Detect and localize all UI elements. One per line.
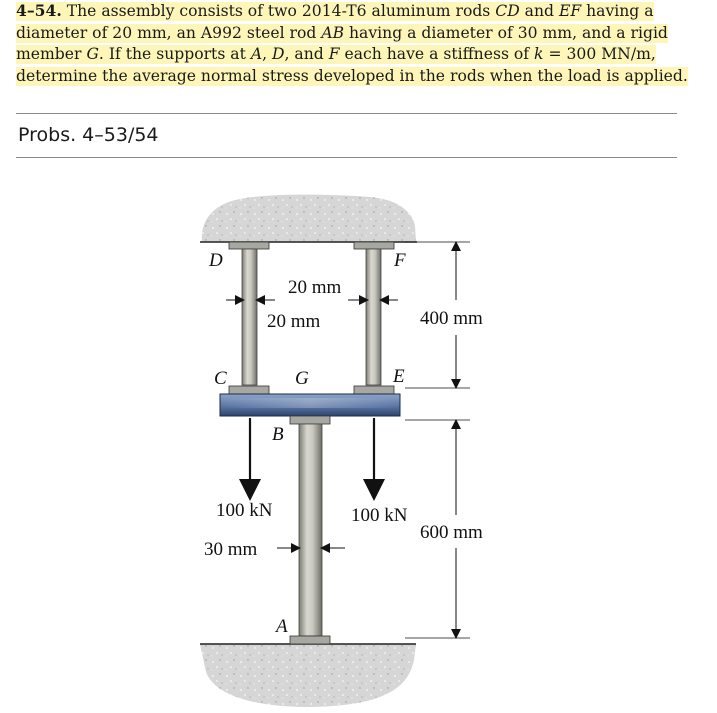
top-support (202, 195, 416, 242)
rod-cd-ref: CD (495, 2, 520, 20)
rod-ab (299, 424, 322, 636)
problem-text: , determine the average normal stress developed in the rods when the load is applied. (16, 45, 688, 85)
support-f-ref: F (328, 45, 340, 63)
label-f: F (394, 250, 406, 271)
problem-text: , and (284, 45, 329, 63)
label-g: G (295, 368, 309, 389)
bracket-f (354, 242, 394, 249)
bottom-support (200, 644, 416, 707)
problem-text: and (519, 2, 559, 20)
bracket-d (229, 242, 269, 249)
problem-text: . If the supports at (98, 45, 251, 63)
stiffness-var: k (534, 45, 544, 63)
member-g-ref: G (86, 45, 99, 63)
support-d-ref: D (272, 45, 285, 63)
label-c: C (214, 368, 227, 389)
probs-title: Probs. 4–53/54 (18, 124, 159, 146)
rod-ab-ref: AB (321, 23, 345, 42)
problem-text: , (262, 45, 272, 63)
load-right-label: 100 kN (351, 505, 408, 526)
problem-text: having a diameter of 20 mm, an A992 steel rod (16, 2, 654, 42)
bracket-c (229, 386, 269, 394)
label-d: D (209, 250, 223, 271)
load-left-label: 100 kN (216, 500, 273, 521)
problem-text: = (543, 45, 567, 63)
problem-text: The assembly consists of two 2014-T6 aluminum rods (61, 2, 496, 20)
label-a: A (276, 616, 288, 637)
bracket-a (290, 636, 330, 644)
dim-600-label: 600 mm (420, 522, 483, 543)
bracket-b (290, 416, 330, 424)
rod-ef-ref: EF (558, 2, 582, 20)
dim-400-label: 400 mm (420, 308, 483, 329)
support-a-ref: A (250, 45, 263, 63)
rod-ef (366, 249, 381, 385)
dim-rod-ef-label: 20 mm (267, 311, 321, 332)
stiffness-value: 300 MN/m (566, 45, 651, 63)
problem-text: each have a stiffness of (339, 45, 535, 63)
bracket-e (354, 386, 394, 394)
problem-number: 4–54. (16, 1, 62, 20)
rigid-member-shine (220, 398, 400, 408)
label-b: B (272, 424, 284, 445)
problem-text: having a diameter of 30 mm, and a rigid member (16, 23, 668, 63)
dim-rod-cd-label: 20 mm (288, 277, 342, 298)
label-e: E (393, 366, 405, 387)
dim-rod-ab-label: 30 mm (204, 539, 258, 560)
rod-cd (242, 249, 257, 385)
